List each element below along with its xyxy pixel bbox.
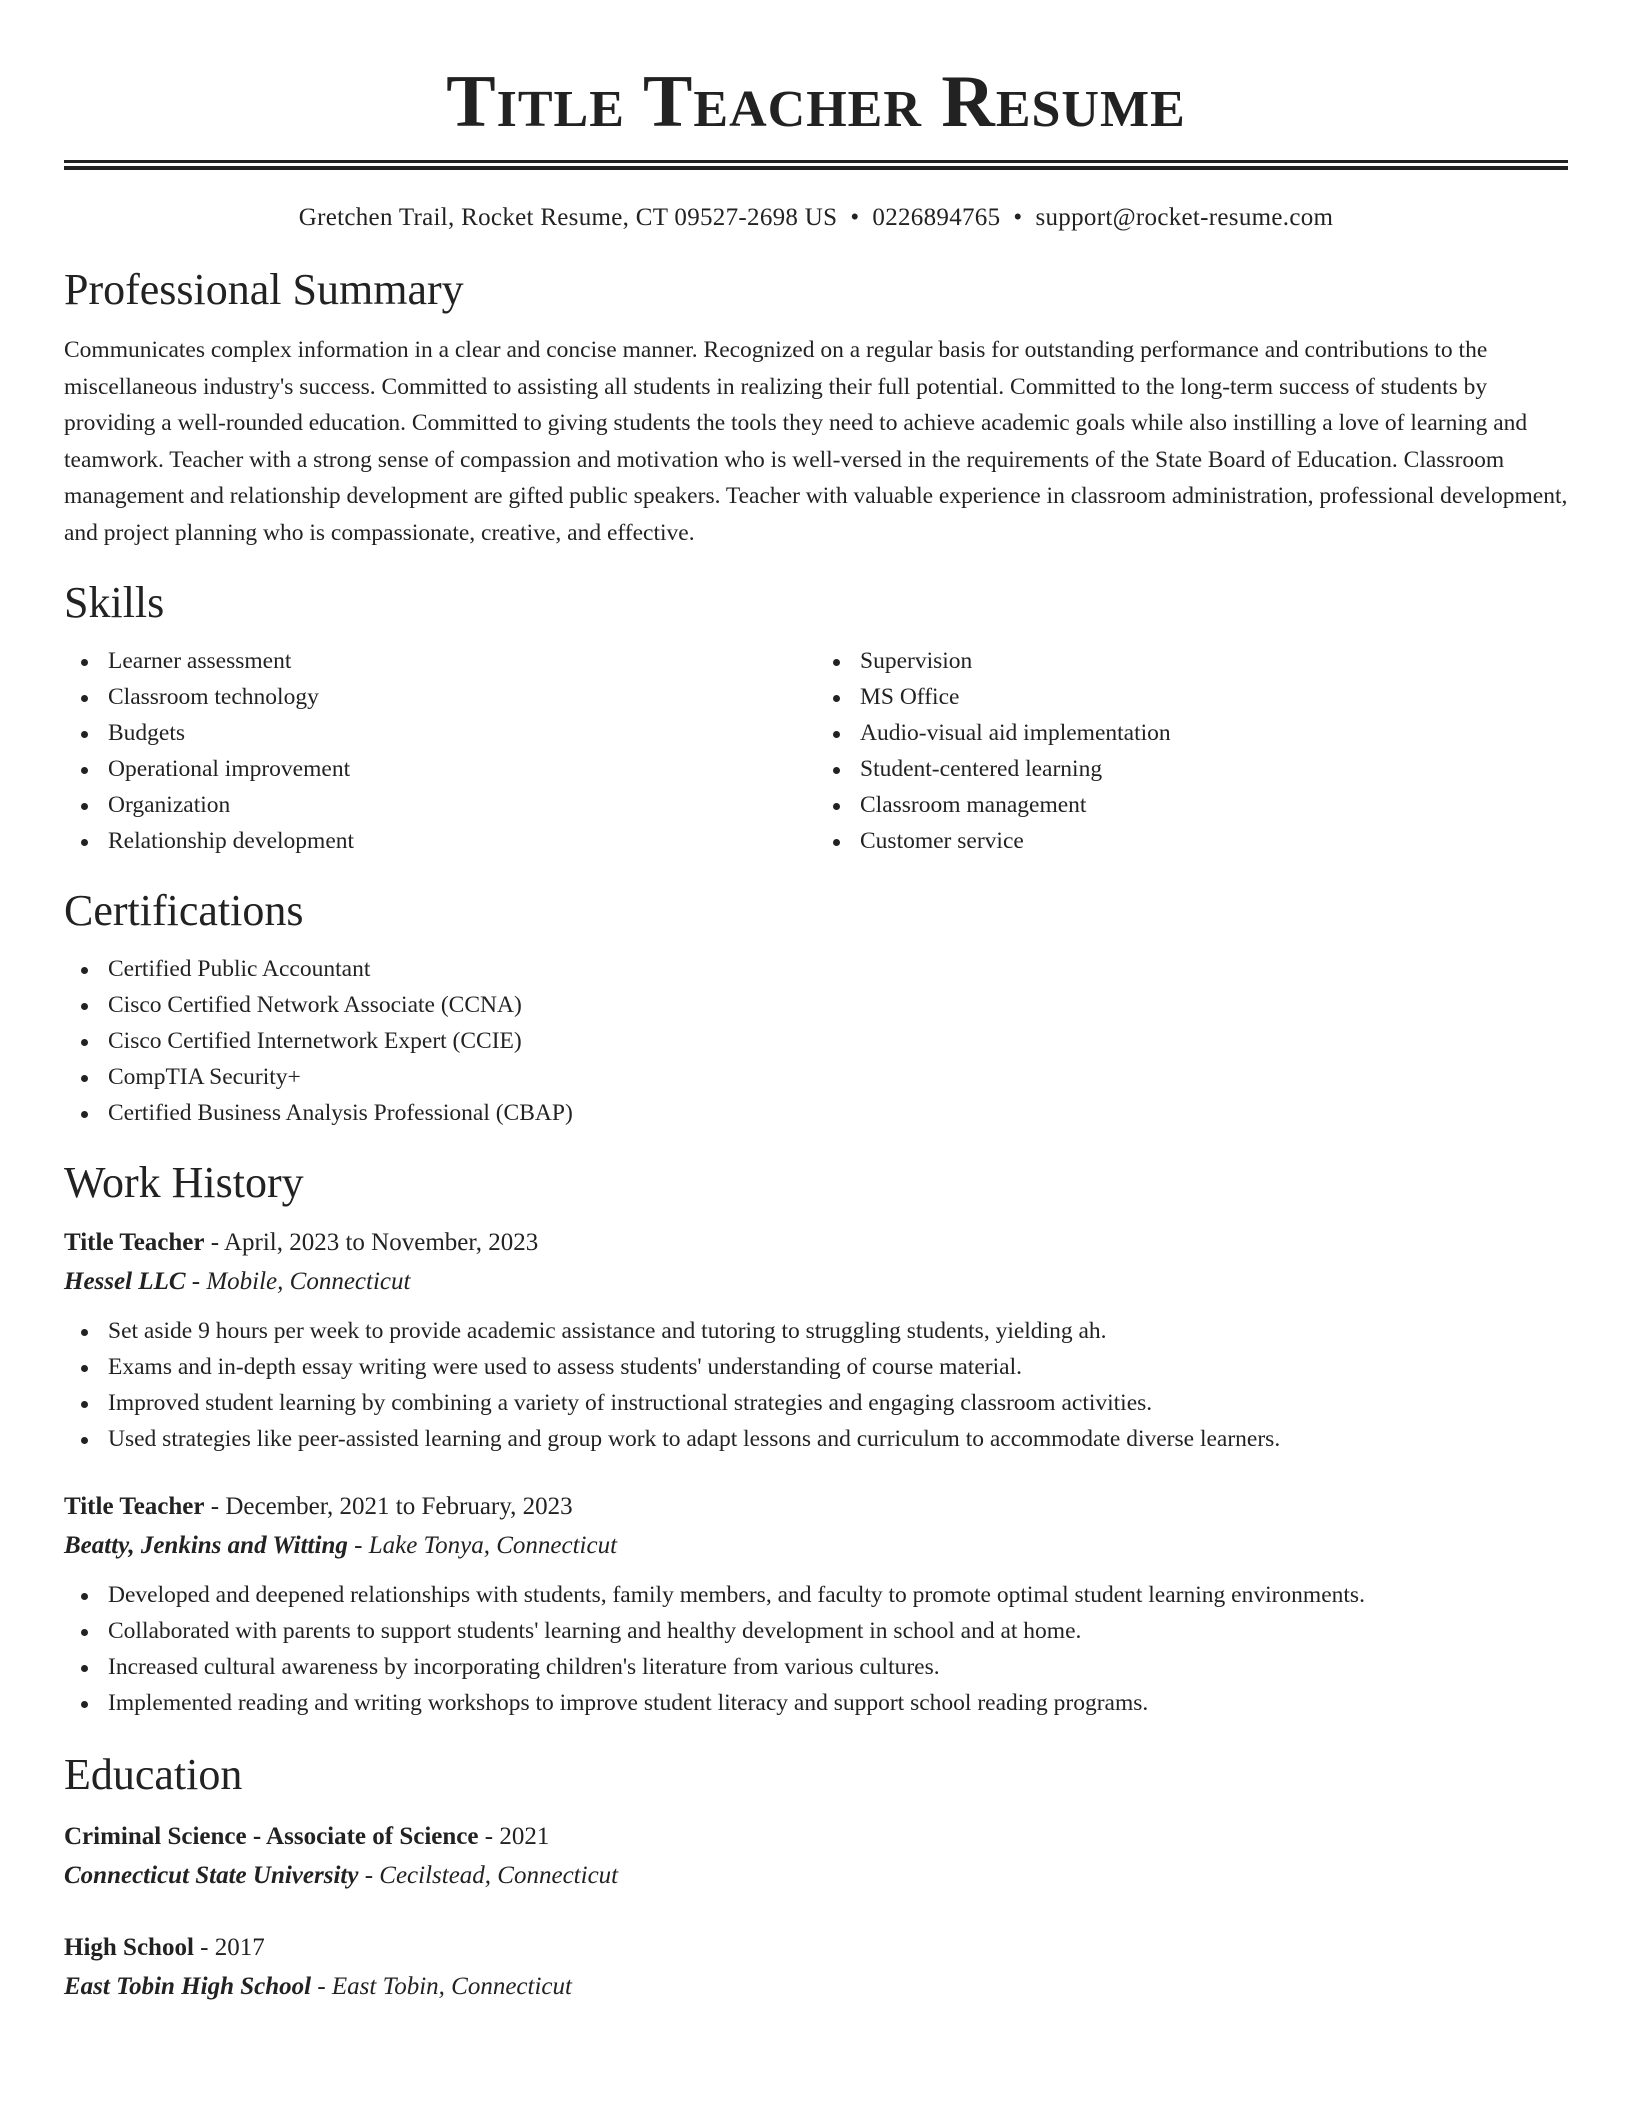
job-bullet: Improved student learning by combining a variety of instructional strategies and engaging classroom activities. xyxy=(108,1385,1568,1421)
skill-item: Classroom management xyxy=(860,787,1568,823)
summary-section xyxy=(64,264,1568,551)
education-degree: Criminal Science - Associate of Science xyxy=(64,1823,479,1850)
skill-item: Audio-visual aid implementation xyxy=(860,715,1568,751)
job-title: Title Teacher xyxy=(64,1229,205,1256)
skill-item: Customer service xyxy=(860,823,1568,859)
certification-item: CompTIA Security+ xyxy=(108,1059,1568,1095)
certification-item: Certified Public Accountant xyxy=(108,951,1568,987)
job-company: Beatty, Jenkins and Witting xyxy=(64,1532,348,1559)
education-degree-line xyxy=(64,1928,1568,1967)
education-degree-line xyxy=(64,1817,1568,1856)
job-bullet: Increased cultural awareness by incorporating children's literature from various cultures. xyxy=(108,1649,1568,1685)
education-entry xyxy=(64,1928,1568,2006)
skill-item: Relationship development xyxy=(108,823,816,859)
work-history-heading: Work History xyxy=(64,1158,304,1207)
summary-heading: Professional Summary xyxy=(64,265,464,314)
job-bullet: Collaborated with parents to support students' learning and healthy development in school and at home. xyxy=(108,1613,1568,1649)
job-title: Title Teacher xyxy=(64,1493,205,1520)
education-school-line xyxy=(64,1967,1568,2006)
job-entry xyxy=(64,1223,1568,1457)
education-year: 2017 xyxy=(214,1934,265,1961)
certifications-heading: Certifications xyxy=(64,886,304,935)
skills-section xyxy=(64,577,1568,859)
contact-separator: • xyxy=(850,204,860,231)
certification-item: Certified Business Analysis Professional (CBAP) xyxy=(108,1095,1568,1131)
job-bullet: Developed and deepened relationships with students, family members, and faculty to promote optimal student learning environments. xyxy=(108,1577,1568,1613)
job-location: Lake Tonya, Connecticut xyxy=(368,1532,618,1559)
joiner-dash: - xyxy=(204,1229,224,1256)
job-dates: December, 2021 to February, 2023 xyxy=(225,1493,573,1520)
education-school: East Tobin High School xyxy=(64,1973,312,2000)
education-degree: High School xyxy=(64,1934,194,1961)
education-school: Connecticut State University xyxy=(64,1862,359,1889)
job-location: Mobile, Connecticut xyxy=(206,1268,411,1295)
joiner-dash: - xyxy=(185,1268,207,1295)
contact-email: support@rocket-resume.com xyxy=(1035,204,1334,231)
job-company-line xyxy=(64,1526,1568,1565)
summary-text: Communicates complex information in a clear and concise manner. Recognized on a regular basis for outstanding performance and contributions to the miscellaneous industry's success. Committed to assisting all students in realizing their full potential. Committed to the long-term success of students by providing a well-rounded education. Committed to giving students the tools they need to achieve academic goals while also instilling a love of learning and teamwork. Teacher with a strong sense of compassion and motivation who is well-versed in the requirements of the State Board of Education. Classroom management and relationship development are gifted public speakers. Teacher with valuable experience in classroom administration, professional development, and project planning who is compassionate, creative, and effective. xyxy=(64,337,1568,546)
skills-list-left xyxy=(64,643,816,859)
contact-address: Gretchen Trail, Rocket Resume, CT 09527-2698 US xyxy=(298,204,838,231)
work-history-section xyxy=(64,1157,1568,1721)
education-location: East Tobin, Connecticut xyxy=(331,1973,572,2000)
education-section xyxy=(64,1749,1568,2006)
job-company-line xyxy=(64,1262,1568,1301)
certifications-list xyxy=(64,951,1568,1131)
job-bullet: Exams and in-depth essay writing were used to assess students' understanding of course material. xyxy=(108,1349,1568,1385)
education-school-line xyxy=(64,1856,1568,1895)
job-bullets xyxy=(64,1577,1568,1721)
education-year: 2021 xyxy=(499,1823,550,1850)
job-dates: April, 2023 to November, 2023 xyxy=(223,1229,539,1256)
contact-line xyxy=(64,202,1568,234)
skill-item: Operational improvement xyxy=(108,751,816,787)
certification-item: Cisco Certified Internetwork Expert (CCIE) xyxy=(108,1023,1568,1059)
job-entry xyxy=(64,1487,1568,1721)
skill-item: Classroom technology xyxy=(108,679,816,715)
skill-item: MS Office xyxy=(860,679,1568,715)
job-title-line xyxy=(64,1223,1568,1262)
resume-title: Title Teacher Resume xyxy=(446,61,1186,143)
joiner-dash: - xyxy=(358,1862,380,1889)
job-bullet: Set aside 9 hours per week to provide academic assistance and tutoring to struggling students, yielding ah. xyxy=(108,1313,1568,1349)
job-bullet: Implemented reading and writing workshops to improve student literacy and support school reading programs. xyxy=(108,1685,1568,1721)
job-title-line xyxy=(64,1487,1568,1526)
certifications-section xyxy=(64,885,1568,1131)
skill-item: Student-centered learning xyxy=(860,751,1568,787)
contact-phone: 0226894765 xyxy=(872,204,1001,231)
joiner-dash: - xyxy=(193,1934,215,1961)
joiner-dash: - xyxy=(311,1973,332,2000)
skills-heading: Skills xyxy=(64,578,165,627)
education-entry xyxy=(64,1817,1568,1895)
title-divider xyxy=(64,160,1568,170)
contact-separator: • xyxy=(1013,204,1023,231)
joiner-dash: - xyxy=(478,1823,500,1850)
skill-item: Organization xyxy=(108,787,816,823)
skills-list-right xyxy=(816,643,1568,859)
joiner-dash: - xyxy=(347,1532,369,1559)
job-bullet: Used strategies like peer-assisted learning and group work to adapt lessons and curriculum to accommodate diverse learners. xyxy=(108,1421,1568,1457)
education-heading: Education xyxy=(64,1750,243,1799)
job-bullets xyxy=(64,1313,1568,1457)
joiner-dash: - xyxy=(204,1493,226,1520)
skill-item: Learner assessment xyxy=(108,643,816,679)
skill-item: Budgets xyxy=(108,715,816,751)
job-company: Hessel LLC xyxy=(64,1268,186,1295)
skills-columns xyxy=(64,643,1568,859)
certification-item: Cisco Certified Network Associate (CCNA) xyxy=(108,987,1568,1023)
skill-item: Supervision xyxy=(860,643,1568,679)
education-location: Cecilstead, Connecticut xyxy=(379,1862,619,1889)
